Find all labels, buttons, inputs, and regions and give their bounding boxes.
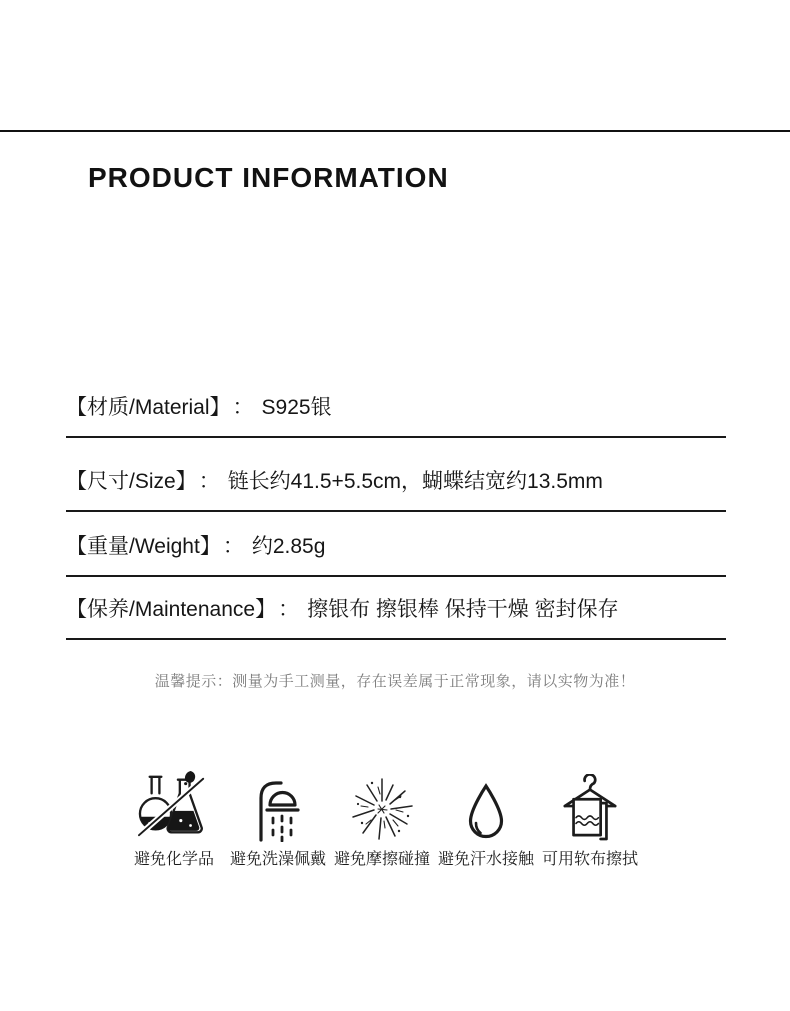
- spec-value: 擦银布 擦银棒 保持干燥 密封保存: [307, 598, 619, 621]
- care-label: 避免汗水接触: [437, 851, 534, 868]
- care-label: 避免洗澡佩戴: [229, 851, 326, 868]
- care-item-no-chemicals: [122, 768, 226, 870]
- no-chemicals-icon: [135, 770, 213, 842]
- no-impact-icon: [350, 776, 414, 842]
- care-item-no-shower: [226, 768, 330, 870]
- spec-separator: ：: [222, 535, 244, 558]
- spec-separator: ：: [198, 470, 220, 493]
- no-shower-icon: [254, 776, 302, 842]
- spec-row-maintenance: [66, 577, 726, 640]
- spec-label: 【材质/Material】: [66, 396, 231, 419]
- care-item-no-impact: [330, 768, 434, 870]
- spec-label: 【重量/Weight】: [66, 535, 221, 558]
- spec-row-weight: [66, 512, 726, 577]
- spec-label: 【保养/Maintenance】: [66, 598, 277, 621]
- spec-value: 约2.85g: [251, 535, 326, 558]
- spec-row-size: [66, 438, 726, 512]
- spec-separator: ：: [278, 598, 300, 621]
- care-item-no-sweat: [434, 768, 538, 870]
- no-sweat-icon: [467, 782, 505, 842]
- top-divider: [0, 130, 790, 132]
- spec-value: S925银: [261, 396, 332, 419]
- care-item-soft-cloth: [538, 768, 642, 870]
- care-label: 可用软布擦拭: [541, 851, 638, 868]
- spec-separator: ：: [232, 396, 254, 419]
- page-title: PRODUCT INFORMATION: [88, 162, 449, 193]
- spec-row-material: [66, 370, 726, 438]
- measurement-notice: 温馨提示：测量为手工测量，存在误差属于正常现象，请以实物为准！: [154, 673, 636, 690]
- soft-cloth-icon: [560, 774, 620, 842]
- spec-table: [66, 370, 726, 640]
- spec-value: 链长约41.5+5.5cm，蝴蝶结宽约13.5mm: [227, 470, 603, 493]
- care-label: 避免化学品: [133, 851, 214, 868]
- care-label: 避免摩擦碰撞: [333, 851, 430, 868]
- spec-label: 【尺寸/Size】: [66, 470, 197, 493]
- care-instructions: [122, 768, 642, 870]
